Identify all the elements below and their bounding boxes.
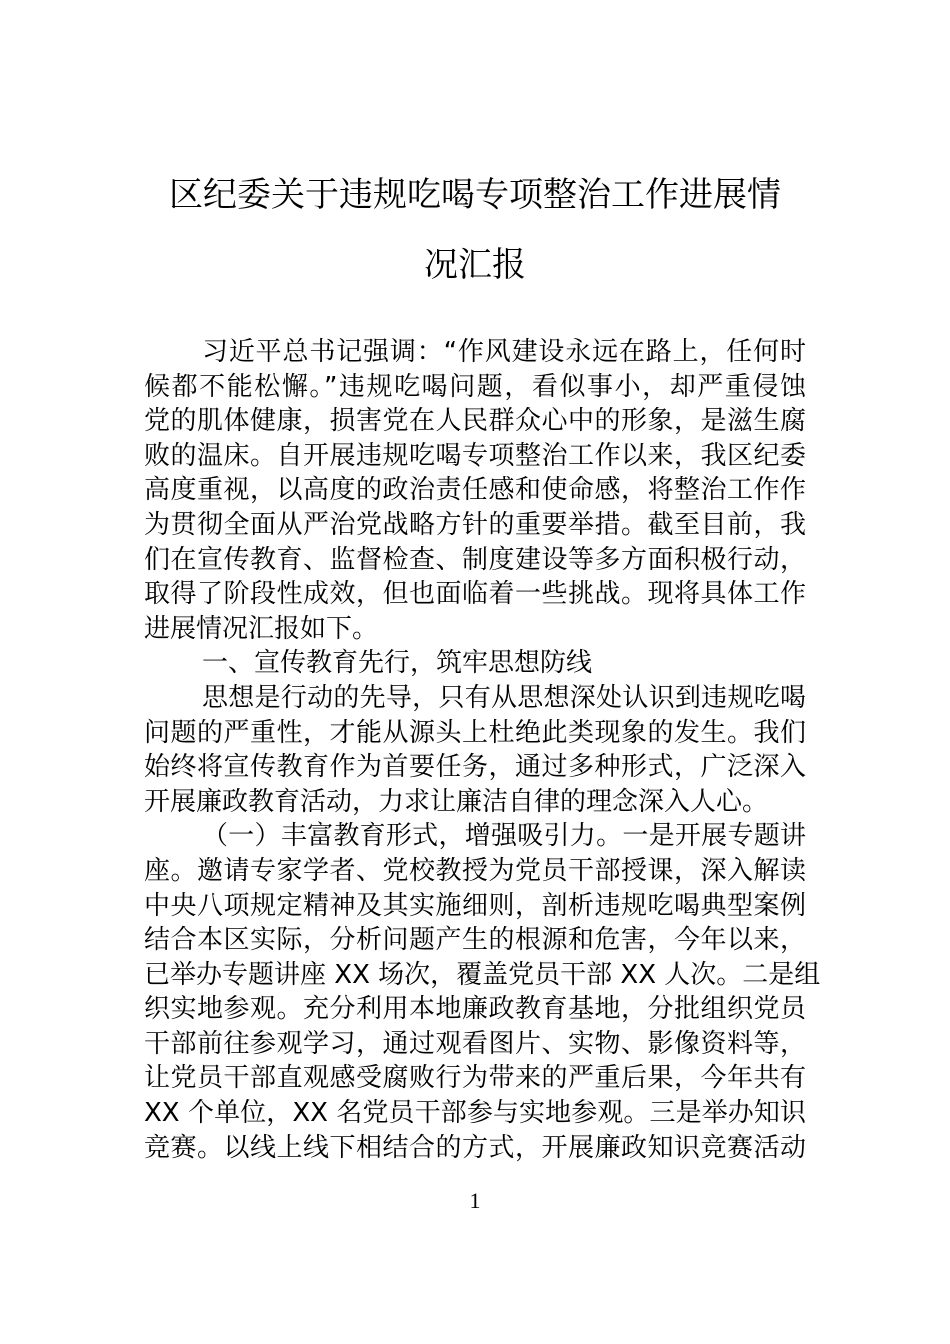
text-line: 思想是行动的先导，只有从思想深处认识到违规吃喝 [202,682,806,713]
text-line: 开展廉政教育活动，力求让廉洁自律的理念深入人心。 [144,786,769,817]
text-line: 结合本区实际，分析问题产生的根源和危害，今年以来， [144,925,806,956]
text-line: 竞赛。以线上线下相结合的方式，开展廉政知识竞赛活动 [144,1132,806,1163]
paragraph [144,335,806,646]
text-line: 问题的严重性，才能从源头上杜绝此类现象的发生。我们 [144,717,806,748]
text-line: 候都不能松懈。”违规吃喝问题，看似事小，却严重侵蚀 [144,371,806,402]
paragraph [144,681,806,819]
text-line: （一）丰富教育形式，增强吸引力。一是开展专题讲 [202,821,806,852]
text-line: 党的肌体健康，损害党在人民群众心中的形象，是滋生腐 [144,406,806,437]
text-line: 习近平总书记强调：“作风建设永远在路上，任何时 [202,337,806,367]
text-line: 高度重视，以高度的政治责任感和使命感，将整治工作作 [144,475,806,506]
text-line: 进展情况汇报如下。 [144,613,379,644]
document-body [144,335,821,1165]
text-line: 座。邀请专家学者、党校教授为党员干部授课，深入解读 [144,855,806,886]
text-line: 们在宣传教育、监督检查、制度建设等多方面积极行动， [144,544,806,575]
page-number: 1 [469,1188,481,1213]
document-title-line-2: 况汇报 [424,245,526,285]
text-line: 取得了阶段性成效，但也面临着一些挑战。现将具体工作 [144,579,806,610]
document-title-line-1: 区纪委关于违规吃喝专项整治工作进展情 [169,175,781,215]
text-line: 已举办专题讲座 XX 场次，覆盖党员干部 XX 人次。二是组 [144,959,821,990]
heading-text: 一、宣传教育先行，筑牢思想防线 [202,648,593,679]
text-line: 干部前往参观学习，通过观看图片、实物、影像资料等， [144,1028,806,1059]
text-line: XX 个单位，XX 名党员干部参与实地参观。三是举办知识 [144,1098,806,1129]
text-line: 织实地参观。充分利用本地廉政教育基地，分批组织党员 [144,994,806,1025]
text-line: 败的温床。自开展违规吃喝专项整治工作以来，我区纪委 [144,440,806,471]
paragraph [144,819,821,1165]
text-line: 让党员干部直观感受腐败行为带来的严重后果，今年共有 [144,1063,806,1094]
section-heading [144,646,806,681]
text-line: 中央八项规定精神及其实施细则，剖析违规吃喝典型案例 [144,890,806,921]
text-line: 始终将宣传教育作为首要任务，通过多种形式，广泛深入 [144,752,806,783]
text-line: 为贯彻全面从严治党战略方针的重要举措。截至目前，我 [144,509,806,540]
